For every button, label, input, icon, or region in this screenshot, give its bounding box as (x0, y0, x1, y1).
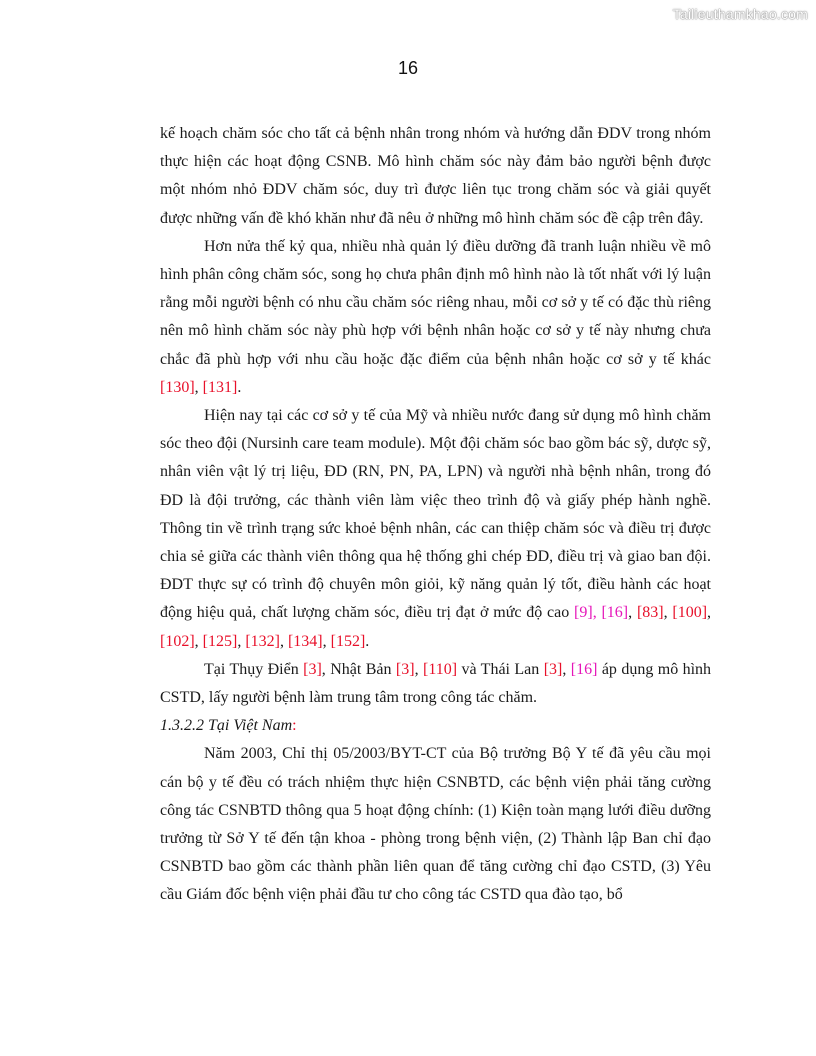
paragraph-text: Hơn nửa thế kỷ qua, nhiều nhà quản lý điều dưỡng đã tranh luận nhiều về mô hình phân công chăm sóc, song họ chưa phân định mô hình nào là tốt nhất với lý luận rằng mỗi người bệnh có nhu cầu chăm sóc riêng nhau, mỗi cơ sở y tế có đặc thù riêng nên mô hình chăm sóc này phù hợp với bệnh nhân hoặc cơ sở y tế này nhưng chưa chắc đã phù hợp với nhu cầu hoặc đặc điểm của bệnh nhân hoặc cơ sở y tế khác (160, 237, 711, 368)
citation-link[interactable]: [131] (202, 378, 238, 396)
section-heading-text: 1.3.2.2 Tại Việt Nam (160, 717, 293, 735)
paragraph-text: , Nhật Bản (321, 660, 396, 678)
paragraph-other-countries (160, 656, 711, 712)
sentence-end: . (365, 632, 370, 650)
citation-separator: , (628, 604, 637, 622)
citation-link[interactable]: [3] (543, 660, 563, 678)
citation-link[interactable]: [3] (303, 660, 322, 678)
citation-link[interactable]: [100] (672, 604, 708, 622)
paragraph-text: Hiện nay tại các cơ sở y tế của Mỹ và nhiều nước đang sử dụng mô hình chăm sóc theo đội (Nursinh care team module). Một đội chăm sóc bao gồm bác sỹ, dược sỹ, nhân viên vật lý trị liệu, ĐD (RN, PN, PA, LPN) và người nhà bệnh nhân, trong đó ĐD là đội trưởng, các thành viên làm việc theo trình độ và giấy phép hành nghề. Thông tin về trình trạng sức khoẻ bệnh nhân, các can thiệp chăm sóc và điều trị được chia sẻ giữa các thành viên thông qua hệ thống ghi chép ĐD, điều trị và giao ban đội. ĐDT thực sự có trình độ chuyên môn giỏi, kỹ năng quản lý tốt, điều hành các hoạt động hiệu quả, chất lượng chăm sóc, điều trị đạt ở mức độ cao (160, 407, 711, 622)
citation-link[interactable]: [134] (287, 632, 323, 650)
section-heading (160, 712, 711, 740)
citation-separator: , (663, 604, 673, 622)
citation-separator: , (237, 632, 246, 650)
citation-separator: , (562, 660, 571, 678)
citation-separator: , (414, 660, 423, 678)
paragraph-text: Tại Thụy Điển (204, 660, 304, 678)
citation-link[interactable]: [110] (422, 660, 458, 678)
paragraph-vietnam-directive: Năm 2003, Chỉ thị 05/2003/BYT-CT của Bộ trưởng Bộ Y tế đã yêu cầu mọi cán bộ y tế đều có trách nhiệm thực hiện CSNBTD, các bệnh viện phải tăng cường công tác CSNBTD thông qua 5 hoạt động chính: (1) Kiện toàn mạng lưới điều dưỡng trưởng từ Sở Y tế đến tận khoa - phòng trong bệnh viện, (2) Thành lập Ban chỉ đạo CSNBTD bao gồm các thành phần liên quan để tăng cường chỉ đạo CSTD, (3) Yêu cầu Giám đốc bệnh viện phải đầu tư cho công tác CSTD qua đào tạo, bổ (160, 745, 711, 904)
citation-link[interactable]: [83] (636, 604, 664, 622)
citation-separator: , (322, 632, 331, 650)
paragraph-team-care (160, 402, 711, 656)
citation-link[interactable]: [3] (395, 660, 415, 678)
citation-link[interactable]: [152] (330, 632, 366, 650)
document-body (160, 120, 711, 910)
paragraph-text: áp dụng mô hình CSTD, lấy người bệnh làm trung tâm trong công tác chăm. (160, 660, 712, 707)
paragraph-continuation: kế hoạch chăm sóc cho tất cả bệnh nhân trong nhóm và hướng dẫn ĐDV trong nhóm thực hiện các hoạt động CSNB. Mô hình chăm sóc này đảm bảo người bệnh được một nhóm nhỏ ĐDV chăm sóc, duy trì được liên tục trong chăm sóc và giải quyết được những vấn đề khó khăn như đã nêu ở những mô hình chăm sóc đề cập trên đây. (160, 125, 711, 227)
citation-link[interactable]: [9], [16] (574, 604, 629, 622)
citation-link[interactable]: [125] (202, 632, 238, 650)
citation-separator: , (194, 378, 203, 396)
citation-separator: , (279, 632, 288, 650)
watermark: Tailieuthamkhao.com (672, 6, 808, 22)
citation-link[interactable]: [130] (160, 378, 195, 396)
page-number: 16 (397, 58, 419, 78)
sentence-end: . (237, 378, 242, 396)
citation-link[interactable]: [132] (245, 632, 280, 650)
citation-separator: , (194, 632, 203, 650)
citation-link[interactable]: [16] (570, 660, 598, 678)
section-heading-colon: : (292, 717, 297, 735)
paragraph-assignment-models (160, 233, 711, 402)
citation-link[interactable]: [102] (160, 632, 195, 650)
citation-separator: , (707, 604, 712, 622)
paragraph-text: và Thái Lan (457, 660, 544, 678)
